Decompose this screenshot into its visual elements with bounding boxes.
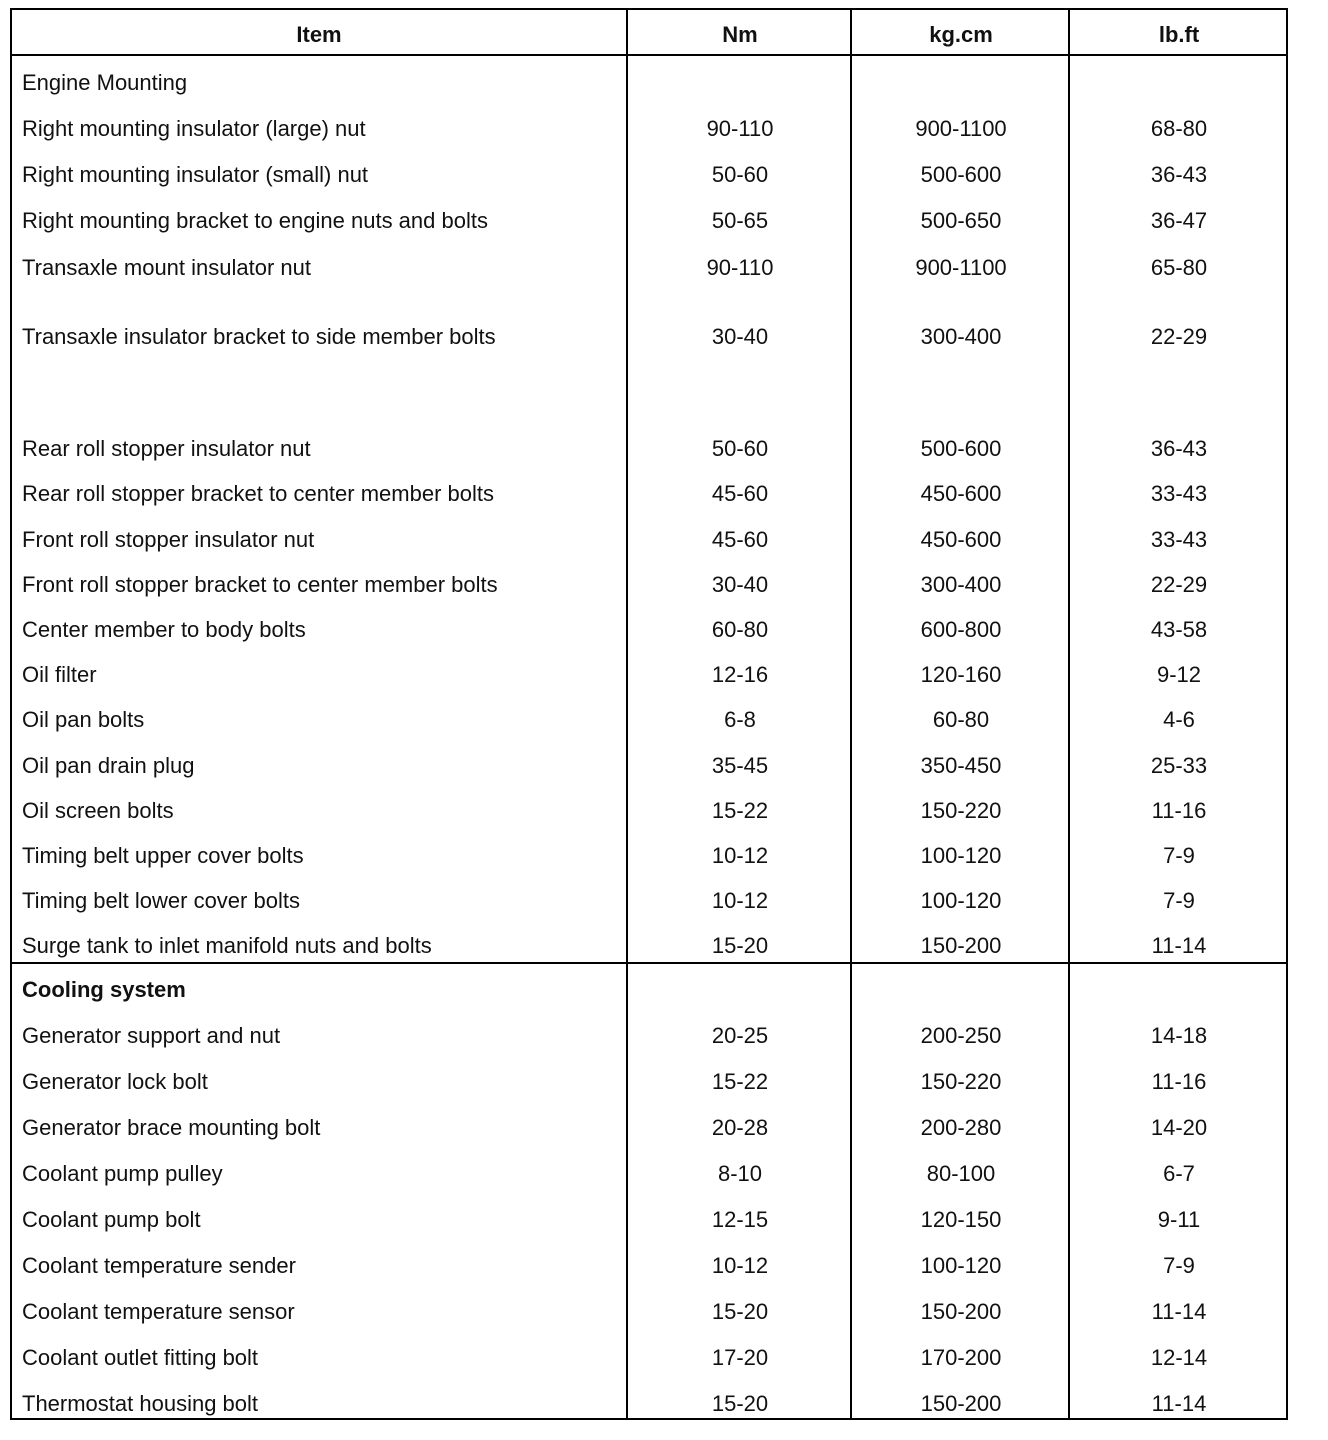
- row-nm: 12-16: [711, 662, 769, 687]
- row-nm: 30-40: [711, 324, 769, 349]
- row-lbft: 22-29: [1150, 324, 1208, 349]
- header-divider: [12, 54, 1286, 56]
- row-kgcm: 500-650: [920, 208, 1002, 233]
- row-kgcm: 100-120: [920, 843, 1002, 868]
- row-nm: 12-15: [711, 1207, 769, 1232]
- row-kgcm: 60-80: [932, 707, 990, 732]
- row-item: Generator brace mounting bolt: [22, 1115, 321, 1140]
- row-lbft: 36-43: [1150, 162, 1208, 187]
- row-lbft: 65-80: [1150, 255, 1208, 280]
- header-kgcm: kg.cm: [929, 22, 993, 47]
- row-nm: 15-22: [711, 1069, 769, 1094]
- row-lbft: 43-58: [1150, 617, 1208, 642]
- row-kgcm: 150-220: [920, 1069, 1002, 1094]
- row-lbft: 9-12: [1156, 662, 1202, 687]
- row-nm: 17-20: [711, 1345, 769, 1370]
- row-kgcm: 80-100: [926, 1161, 996, 1186]
- row-lbft: 22-29: [1150, 572, 1208, 597]
- row-item: Oil screen bolts: [22, 798, 174, 823]
- row-kgcm: 150-200: [920, 933, 1002, 958]
- row-lbft: 14-18: [1150, 1023, 1208, 1048]
- row-lbft: 68-80: [1150, 116, 1208, 141]
- row-kgcm: 170-200: [920, 1345, 1002, 1370]
- row-kgcm: 500-600: [920, 162, 1002, 187]
- row-item: Right mounting bracket to engine nuts and bolts: [22, 208, 488, 233]
- row-item: Rear roll stopper bracket to center member bolts: [22, 481, 494, 506]
- row-item: Center member to body bolts: [22, 617, 306, 642]
- row-kgcm: 350-450: [920, 753, 1002, 778]
- row-lbft: 11-14: [1151, 933, 1207, 958]
- row-lbft: 11-16: [1151, 798, 1207, 823]
- row-item: Front roll stopper insulator nut: [22, 527, 315, 552]
- row-item: Transaxle mount insulator nut: [22, 255, 311, 280]
- row-nm: 8-10: [717, 1161, 763, 1186]
- row-lbft: 11-14: [1151, 1299, 1207, 1324]
- row-kgcm: 300-400: [920, 572, 1002, 597]
- header-nm: Nm: [722, 22, 758, 47]
- row-kgcm: 120-160: [920, 662, 1002, 687]
- row-nm: 15-22: [711, 798, 769, 823]
- row-nm: 50-60: [711, 162, 769, 187]
- row-nm: 60-80: [711, 617, 769, 642]
- row-kgcm: 150-200: [920, 1391, 1002, 1416]
- row-nm: 20-25: [711, 1023, 769, 1048]
- row-item: Rear roll stopper insulator nut: [22, 436, 311, 461]
- row-lbft: 9-11: [1157, 1207, 1201, 1232]
- row-lbft: 11-14: [1151, 1391, 1207, 1416]
- row-kgcm: 900-1100: [915, 116, 1007, 141]
- row-lbft: 33-43: [1150, 481, 1208, 506]
- row-lbft: 14-20: [1150, 1115, 1208, 1140]
- row-item: Coolant pump pulley: [22, 1161, 223, 1186]
- row-nm: 10-12: [711, 843, 769, 868]
- row-item: Right mounting insulator (small) nut: [22, 162, 369, 187]
- row-kgcm: 150-220: [920, 798, 1002, 823]
- row-kgcm: 200-280: [920, 1115, 1002, 1140]
- row-lbft: 33-43: [1150, 527, 1208, 552]
- row-kgcm: 500-600: [920, 436, 1002, 461]
- row-lbft: 36-43: [1150, 436, 1208, 461]
- row-lbft: 7-9: [1163, 843, 1195, 868]
- row-lbft: 12-14: [1150, 1345, 1208, 1370]
- row-nm: 15-20: [711, 1299, 769, 1324]
- row-item: Front roll stopper bracket to center member bolts: [22, 572, 498, 597]
- row-kgcm: 600-800: [920, 617, 1002, 642]
- header-item: Item: [296, 22, 342, 47]
- row-kgcm: 900-1100: [915, 255, 1007, 280]
- row-nm: 50-65: [711, 208, 769, 233]
- row-lbft: 7-9: [1163, 888, 1195, 913]
- row-item: Generator support and nut: [22, 1023, 281, 1048]
- section-title: Engine Mounting: [22, 70, 188, 95]
- row-item: Generator lock bolt: [22, 1069, 208, 1094]
- row-lbft: 4-6: [1163, 707, 1195, 732]
- row-nm: 20-28: [711, 1115, 769, 1140]
- row-kgcm: 200-250: [920, 1023, 1002, 1048]
- row-nm: 6-8: [724, 707, 756, 732]
- row-item: Oil filter: [22, 662, 97, 687]
- row-nm: 10-12: [711, 888, 769, 913]
- row-kgcm: 100-120: [920, 1253, 1002, 1278]
- row-kgcm: 300-400: [920, 324, 1002, 349]
- row-nm: 90-110: [706, 116, 774, 141]
- row-item: Coolant pump bolt: [22, 1207, 201, 1232]
- section-divider: [12, 962, 1286, 964]
- row-kgcm: 120-150: [920, 1207, 1002, 1232]
- row-nm: 90-110: [706, 255, 774, 280]
- row-nm: 30-40: [711, 572, 769, 597]
- row-item: Oil pan bolts: [22, 707, 145, 732]
- row-kgcm: 450-600: [920, 527, 1002, 552]
- row-item: Right mounting insulator (large) nut: [22, 116, 366, 141]
- row-item: Transaxle insulator bracket to side member bolts: [22, 324, 496, 349]
- row-item: Thermostat housing bolt: [22, 1391, 259, 1416]
- row-kgcm: 100-120: [920, 888, 1002, 913]
- row-item: Coolant temperature sender: [22, 1253, 296, 1278]
- section-title: Cooling system: [22, 977, 186, 1002]
- row-item: Timing belt upper cover bolts: [22, 843, 304, 868]
- row-nm: 45-60: [711, 481, 769, 506]
- row-item: Timing belt lower cover bolts: [22, 888, 300, 913]
- row-lbft: 7-9: [1163, 1253, 1195, 1278]
- row-item: Oil pan drain plug: [22, 753, 195, 778]
- row-lbft: 6-7: [1163, 1161, 1195, 1186]
- row-lbft: 11-16: [1151, 1069, 1207, 1094]
- torque-spec-table: [10, 8, 1288, 1420]
- row-kgcm: 450-600: [920, 481, 1002, 506]
- header-lbft: lb.ft: [1158, 22, 1200, 47]
- row-item: Surge tank to inlet manifold nuts and bolts: [22, 933, 432, 958]
- row-lbft: 36-47: [1150, 208, 1208, 233]
- row-kgcm: 150-200: [920, 1299, 1002, 1324]
- row-nm: 45-60: [711, 527, 769, 552]
- row-lbft: 25-33: [1150, 753, 1208, 778]
- row-nm: 35-45: [711, 753, 769, 778]
- row-nm: 50-60: [711, 436, 769, 461]
- row-nm: 15-20: [711, 1391, 769, 1416]
- row-item: Coolant temperature sensor: [22, 1299, 295, 1324]
- row-item: Coolant outlet fitting bolt: [22, 1345, 259, 1370]
- row-nm: 10-12: [711, 1253, 769, 1278]
- row-nm: 15-20: [711, 933, 769, 958]
